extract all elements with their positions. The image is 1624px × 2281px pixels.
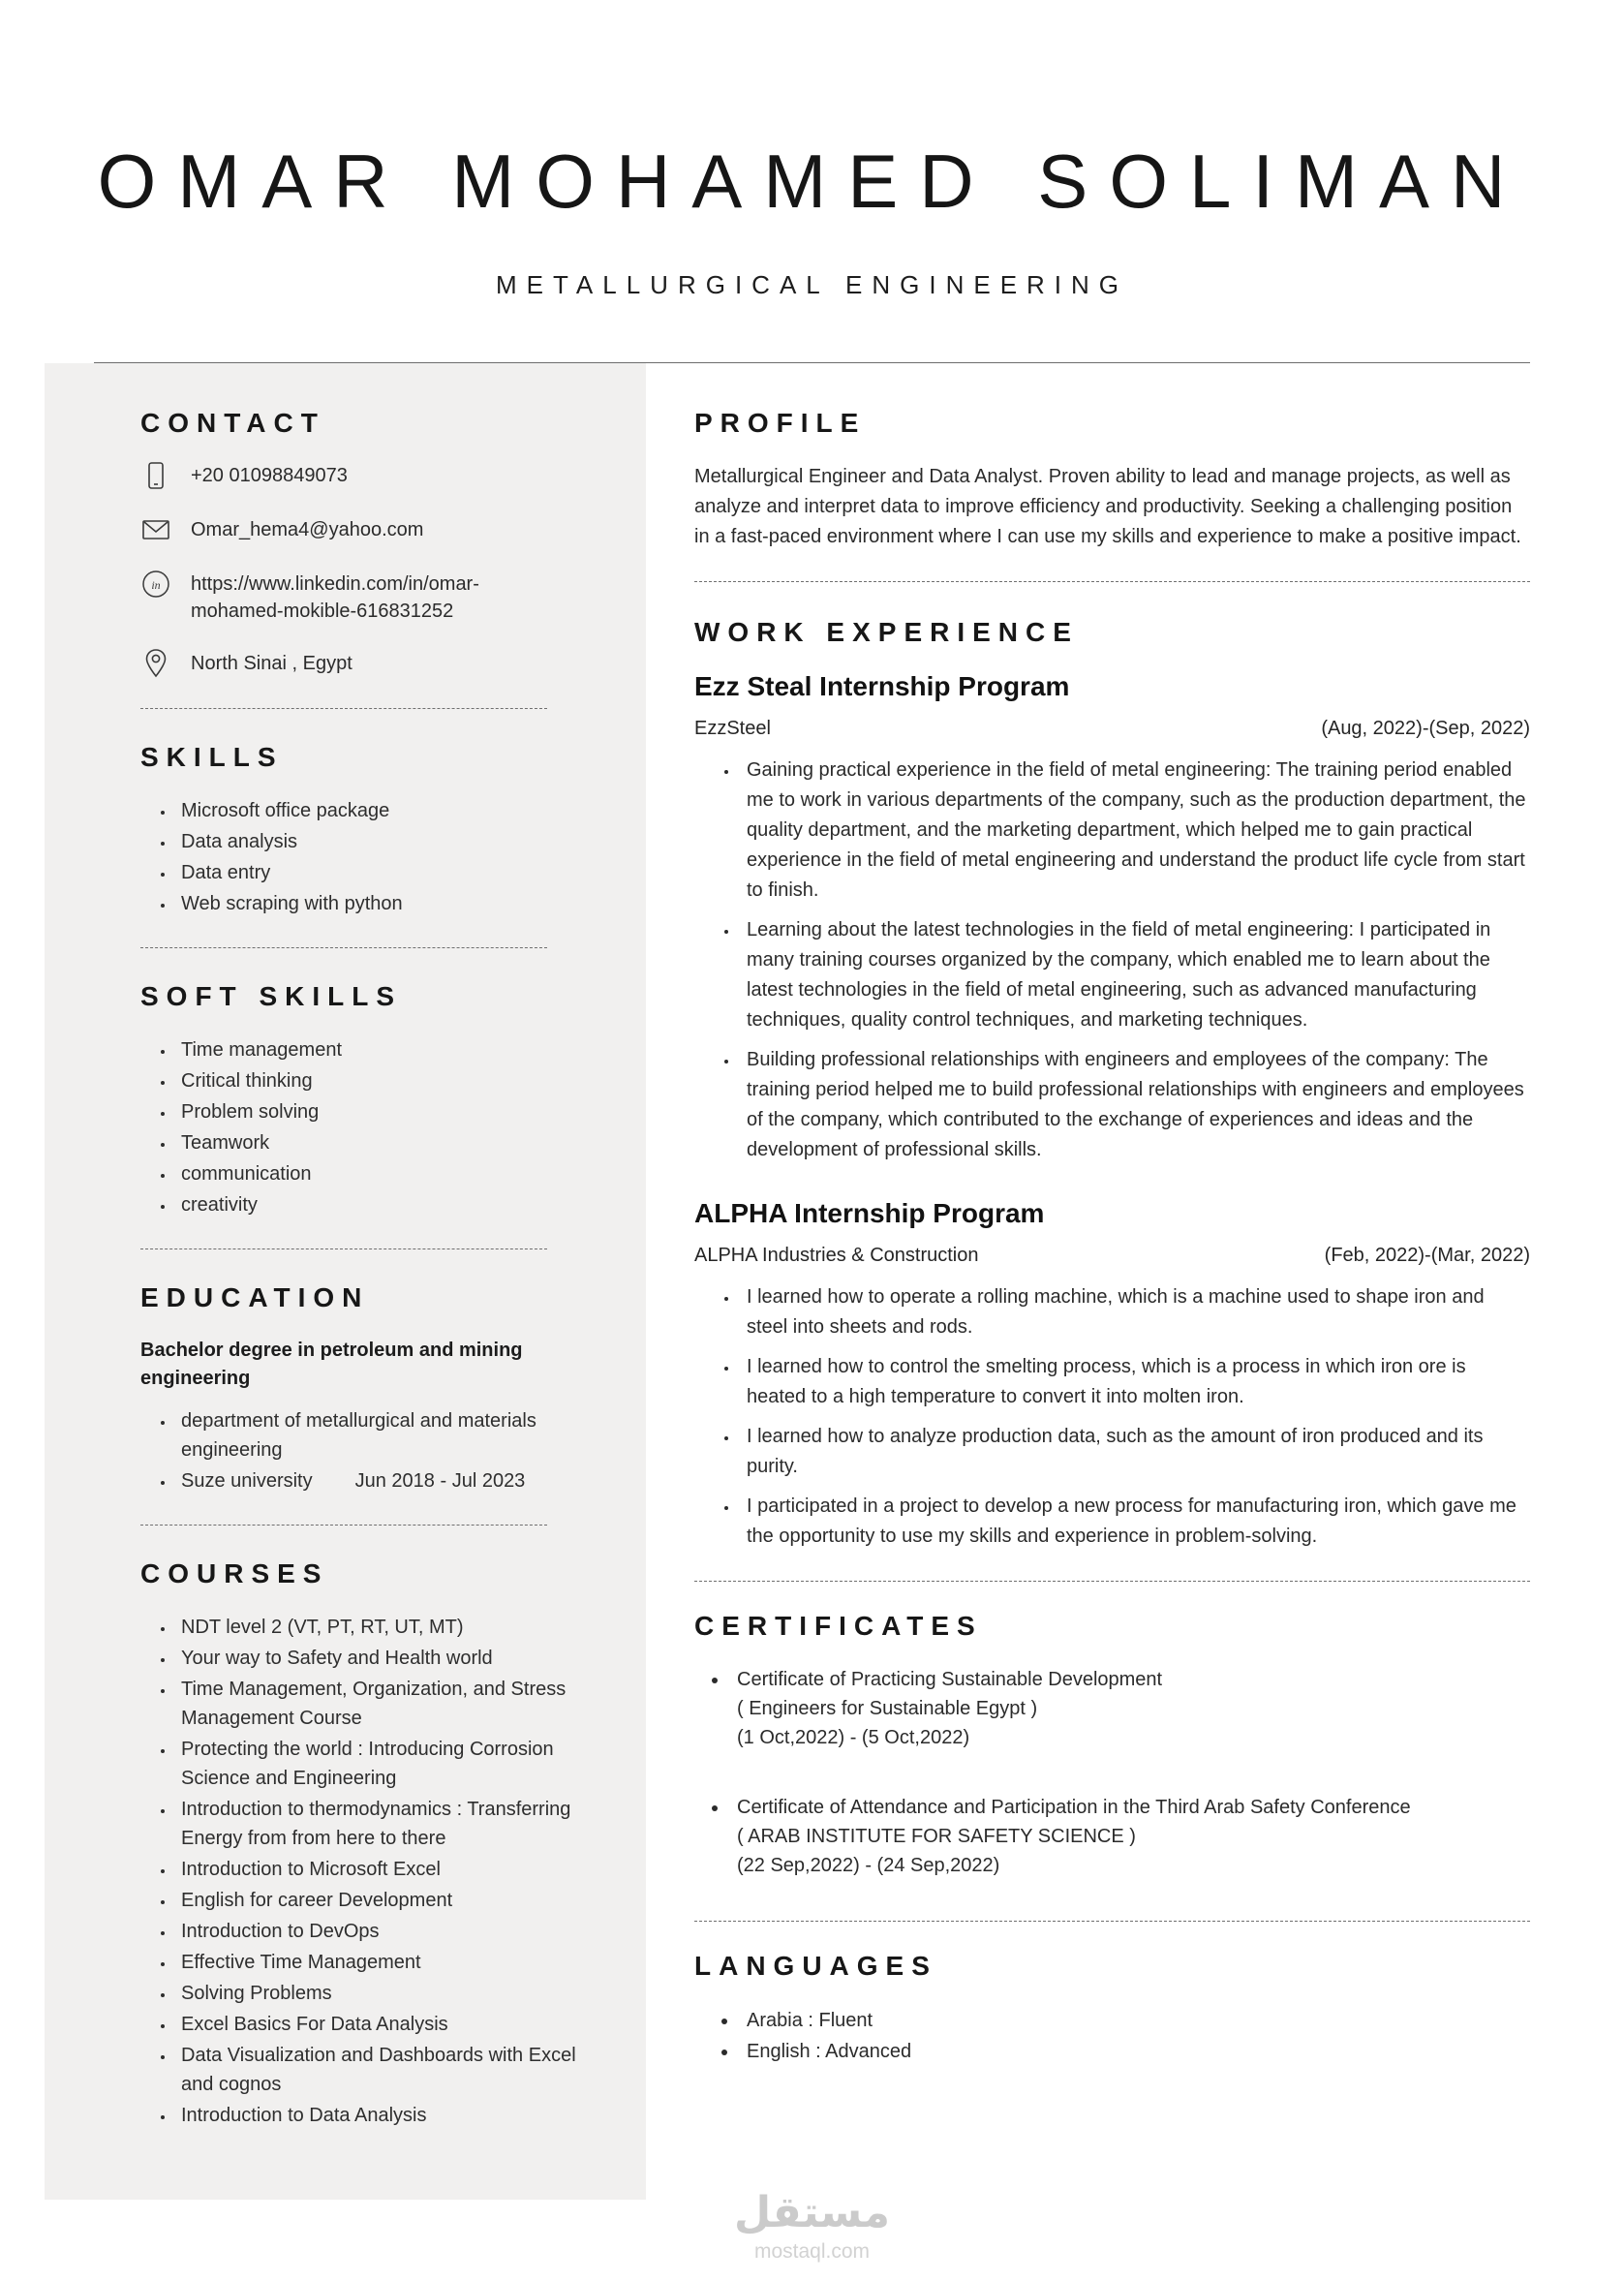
education-dates: Jun 2018 - Jul 2023 — [354, 1470, 526, 1492]
course-item: • Introduction to DevOps — [175, 1917, 596, 1946]
main-divider — [694, 581, 1530, 582]
main-divider — [694, 1921, 1530, 1922]
sidebar — [45, 363, 646, 2200]
location-icon — [140, 648, 171, 679]
linkedin-url[interactable]: https://www.linkedin.com/in/omar-mohamed-mokible-616831252 — [191, 573, 479, 622]
certificate-name: • Certificate of Practicing Sustainable Development — [737, 1669, 1163, 1690]
work-experience-section — [694, 617, 1530, 1552]
job-bullet: • I learned how to analyze production data, such as the amount of iron produced and its purity. — [739, 1422, 1530, 1482]
contact-section — [140, 408, 596, 679]
certificate-dates: (1 Oct,2022) - (5 Oct,2022) — [737, 1727, 970, 1748]
skill-item: • Web scraping with python — [175, 889, 596, 918]
phone-icon — [140, 460, 171, 491]
skill-item: • Data analysis — [175, 827, 596, 856]
sidebar-divider — [140, 708, 547, 709]
courses-title: COURSES — [140, 1558, 329, 1588]
profile-title: PROFILE — [694, 408, 867, 438]
skills-list — [140, 796, 596, 918]
job-dates: (Aug, 2022)-(Sep, 2022) — [1321, 718, 1530, 739]
soft-skill-item: • communication — [175, 1159, 596, 1188]
languages-list — [694, 2005, 1530, 2067]
course-item: • Time Management, Organization, and Stress Management Course — [175, 1675, 596, 1733]
course-item: • English for career Development — [175, 1886, 596, 1915]
contact-item-location — [140, 650, 596, 679]
contact-item-linkedin — [140, 570, 596, 625]
soft-skill-item: • Problem solving — [175, 1097, 596, 1126]
sidebar-divider — [140, 1248, 547, 1249]
languages-title: LANGUAGES — [694, 1951, 937, 1981]
course-item: • Data Visualization and Dashboards with Excel and cognos — [175, 2041, 596, 2099]
job-entry — [694, 671, 1530, 1165]
contact-item-phone — [140, 462, 596, 491]
certificate-name: • Certificate of Attendance and Participation in the Third Arab Safety Conference — [737, 1797, 1411, 1818]
footer-watermark — [0, 2190, 1624, 2264]
main-divider — [694, 1581, 1530, 1582]
soft-skill-item: • Teamwork — [175, 1128, 596, 1157]
soft-skills-title: SOFT SKILLS — [140, 981, 402, 1011]
job-bullet: • I learned how to operate a rolling machine, which is a machine used to shape iron and steel into sheets and rods. — [739, 1282, 1530, 1342]
education-department: • department of metallurgical and materials engineering — [175, 1406, 596, 1464]
language-item: • English : Advanced — [739, 2036, 1530, 2067]
course-item: • Solving Problems — [175, 1979, 596, 2008]
main-content — [646, 363, 1624, 2200]
profile-text: Metallurgical Engineer and Data Analyst. Proven ability to lead and manage projects, as well as analyze and interpret data to improve efficiency and productivity. Seeking a challenging position in a fast-paced environment where I can use my skills and experience to make a positive impact. — [694, 466, 1521, 547]
certificates-title: CERTIFICATES — [694, 1611, 983, 1641]
course-item: • Protecting the world : Introducing Corrosion Science and Engineering — [175, 1735, 596, 1793]
job-meta — [694, 1245, 1530, 1267]
header — [0, 0, 1624, 363]
course-item: • Introduction to thermodynamics : Transferring Energy from from here to there — [175, 1795, 596, 1853]
certificates-list — [694, 1665, 1530, 1880]
contact-item-email — [140, 516, 596, 545]
job-heading: Ezz Steal Internship Program — [694, 671, 1070, 701]
certificates-section — [694, 1611, 1530, 1880]
language-item: • Arabia : Fluent — [739, 2005, 1530, 2036]
mostaql-logo: مستقل — [734, 2188, 890, 2236]
job-entry — [694, 1198, 1530, 1552]
contact-title: CONTACT — [140, 408, 325, 438]
email-address[interactable]: Omar_hema4@yahoo.com — [191, 519, 424, 540]
company-name: EzzSteel — [694, 718, 771, 739]
page-title: OMAR MOHAMED SOLIMAN — [97, 139, 1527, 224]
certificate-item — [729, 1793, 1530, 1880]
sidebar-divider — [140, 1525, 547, 1526]
job-heading: ALPHA Internship Program — [694, 1198, 1045, 1228]
soft-skills-section — [140, 981, 596, 1219]
job-dates: (Feb, 2022)-(Mar, 2022) — [1324, 1245, 1530, 1266]
svg-text:in: in — [151, 578, 161, 592]
soft-skill-item: • creativity — [175, 1190, 596, 1219]
university-name: • Suze university — [181, 1470, 313, 1492]
subtitle: METALLURGICAL ENGINEERING — [495, 270, 1129, 299]
columns — [0, 363, 1624, 2200]
courses-list — [140, 1613, 596, 2130]
soft-skill-item: • Time management — [175, 1035, 596, 1064]
job-bullet: • Building professional relationships with engineers and employees of the company: The training period helped me to build professional relationships with engineers and employees of the company, which contributed to the exchange of experiences and ideas and the development of professional skills. — [739, 1045, 1530, 1165]
certificate-item — [729, 1665, 1530, 1752]
course-item: • NDT level 2 (VT, PT, RT, UT, MT) — [175, 1613, 596, 1642]
course-item: • Introduction to Microsoft Excel — [175, 1855, 596, 1884]
degree-name: Bachelor degree in petroleum and mining engineering — [140, 1340, 523, 1389]
certificate-issuer: ( ARAB INSTITUTE FOR SAFETY SCIENCE ) — [737, 1826, 1136, 1847]
job-bullet: • Gaining practical experience in the field of metal engineering: The training period enabled me to work in various departments of the company, such as the production department, the quality department, and the marketing department, which helped me to gain practical experience in the field of metal engineering and understand the product life cycle from start to finish. — [739, 755, 1530, 906]
skills-section — [140, 742, 596, 918]
linkedin-icon — [140, 569, 171, 600]
company-name: ALPHA Industries & Construction — [694, 1245, 979, 1266]
course-item: • Your way to Safety and Health world — [175, 1644, 596, 1673]
languages-section — [694, 1951, 1530, 2067]
course-item: • Excel Basics For Data Analysis — [175, 2010, 596, 2039]
job-bullets — [694, 1282, 1530, 1552]
skill-item: • Microsoft office package — [175, 796, 596, 825]
job-meta — [694, 718, 1530, 740]
education-title: EDUCATION — [140, 1282, 370, 1312]
skill-item: • Data entry — [175, 858, 596, 887]
job-bullets — [694, 755, 1530, 1165]
mostaql-site-url: mostaql.com — [753, 2240, 871, 2263]
education-university-row — [175, 1466, 596, 1495]
job-bullet: • I participated in a project to develop a new process for manufacturing iron, which gave me the opportunity to use my skills and experience in problem-solving. — [739, 1492, 1530, 1552]
location-text: North Sinai , Egypt — [191, 653, 352, 674]
email-icon — [140, 514, 171, 545]
profile-section — [694, 408, 1530, 552]
sidebar-divider — [140, 947, 547, 948]
soft-skills-list — [140, 1035, 596, 1219]
job-bullet: • I learned how to control the smelting process, which is a process in which iron ore is heated to a high temperature to convert it into molten iron. — [739, 1352, 1530, 1412]
education-section — [140, 1282, 596, 1495]
job-bullet: • Learning about the latest technologies in the field of metal engineering: I participated in many training courses organized by the company, which enabled me to learn about the latest technologies in the field of metal engineering, such as advanced manufacturing techniques, quality control techniques, and marketing techniques. — [739, 915, 1530, 1035]
phone-number: +20 01098849073 — [191, 465, 348, 486]
soft-skill-item: • Critical thinking — [175, 1066, 596, 1095]
education-list — [140, 1406, 596, 1495]
courses-section — [140, 1558, 596, 2130]
work-experience-title: WORK EXPERIENCE — [694, 617, 1079, 647]
course-item: • Introduction to Data Analysis — [175, 2101, 596, 2130]
certificate-dates: (22 Sep,2022) - (24 Sep,2022) — [737, 1855, 1000, 1876]
course-item: • Effective Time Management — [175, 1948, 596, 1977]
skills-title: SKILLS — [140, 742, 284, 772]
certificate-issuer: ( Engineers for Sustainable Egypt ) — [737, 1698, 1038, 1719]
